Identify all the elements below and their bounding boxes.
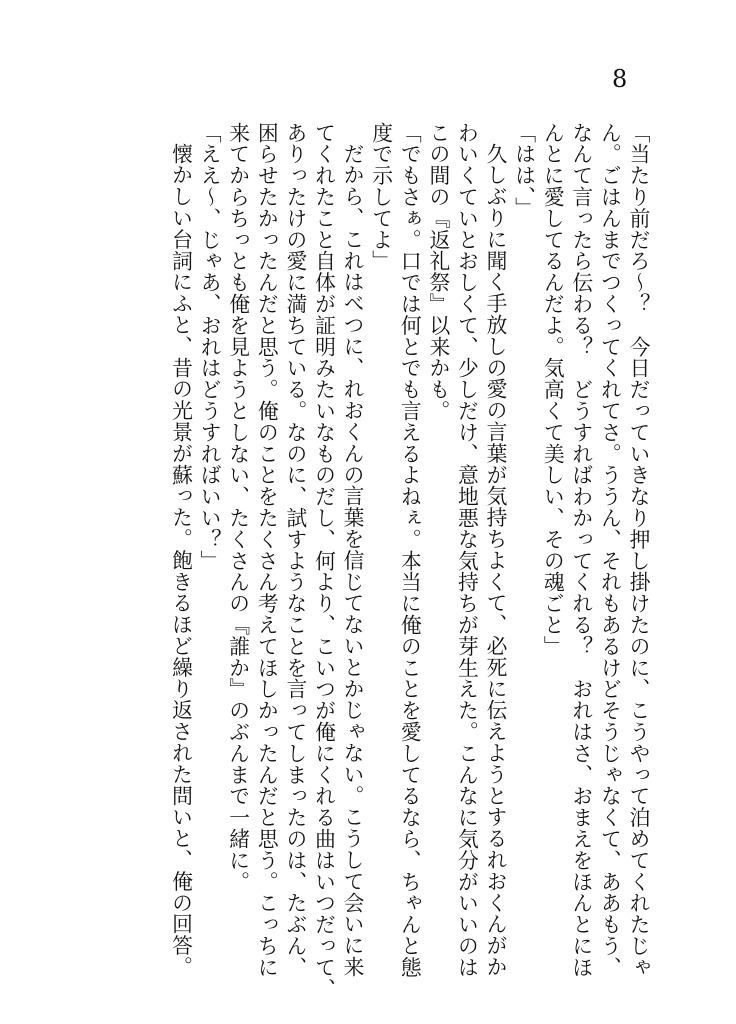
text-line: ん。ごはんまでつくってくれてさ。ううん、それもあるけどそうじゃなくて、ああもう、 (597, 122, 622, 978)
text-line: 度で示してよ」 (368, 122, 393, 272)
text-line: ありったけの愛に満ちている。なのに、試すようなことを言ってしまったのは、たぶん、 (282, 122, 307, 978)
text-line: 困らせたかったんだと思う。俺のことをたくさん考えてほしかったんだと思う。こっちに (254, 122, 279, 978)
text-line: わいくていとおしくて、少しだけ、意地悪な気持ちが芽生えた。こんなに気分がいいのは (454, 122, 479, 978)
text-line: てくれたこと自体が証明みたいなものだし、何より、こいつが俺にくれる曲はいつだって、 (311, 122, 336, 1000)
text-line: この間の『返礼祭』以来かも。 (425, 122, 450, 422)
text-line: だから、これはべつに、れおくんの言葉を信じてないとかじゃない。こうして会いに来 (340, 142, 365, 978)
body-text (132, 122, 652, 1000)
text-line: 「でもさぁ。口では何とでも言えるよねぇ。本当に俺のことを愛してるなら、ちゃんと態 (397, 122, 422, 978)
text-line: 「当たり前だろ〜？ 今日だっていきなり押し掛けたのに、こうやって泊めてくれたじゃ (626, 122, 650, 978)
text-line: なんて言ったら伝わる？ どうすればわかってくれる？ おれはさ、おまえをほんとにほ (568, 122, 593, 978)
text-line: 来てからちっとも俺を見ようとしない、たくさんの『誰か』のぶんまで一緒に。 (225, 122, 250, 893)
text-line: 久しぶりに聞く手放しの愛の言葉が気持ちよくて、必死に伝えようとするれおくんがか (483, 142, 508, 978)
text-line: 懐かしい台詞にふと、昔の光景が蘇った。飽きるほど繰り返された問いと、俺の回答。 (168, 142, 193, 978)
text-line: んとに愛してるんだよ。気高くて美しい、その魂ごと」 (540, 122, 565, 657)
page-number: 8 (612, 65, 628, 93)
text-line: 「はは、」 (511, 122, 536, 219)
text-line: 「ええ〜、じゃあ、おれはどうすればいい？」 (197, 122, 222, 572)
